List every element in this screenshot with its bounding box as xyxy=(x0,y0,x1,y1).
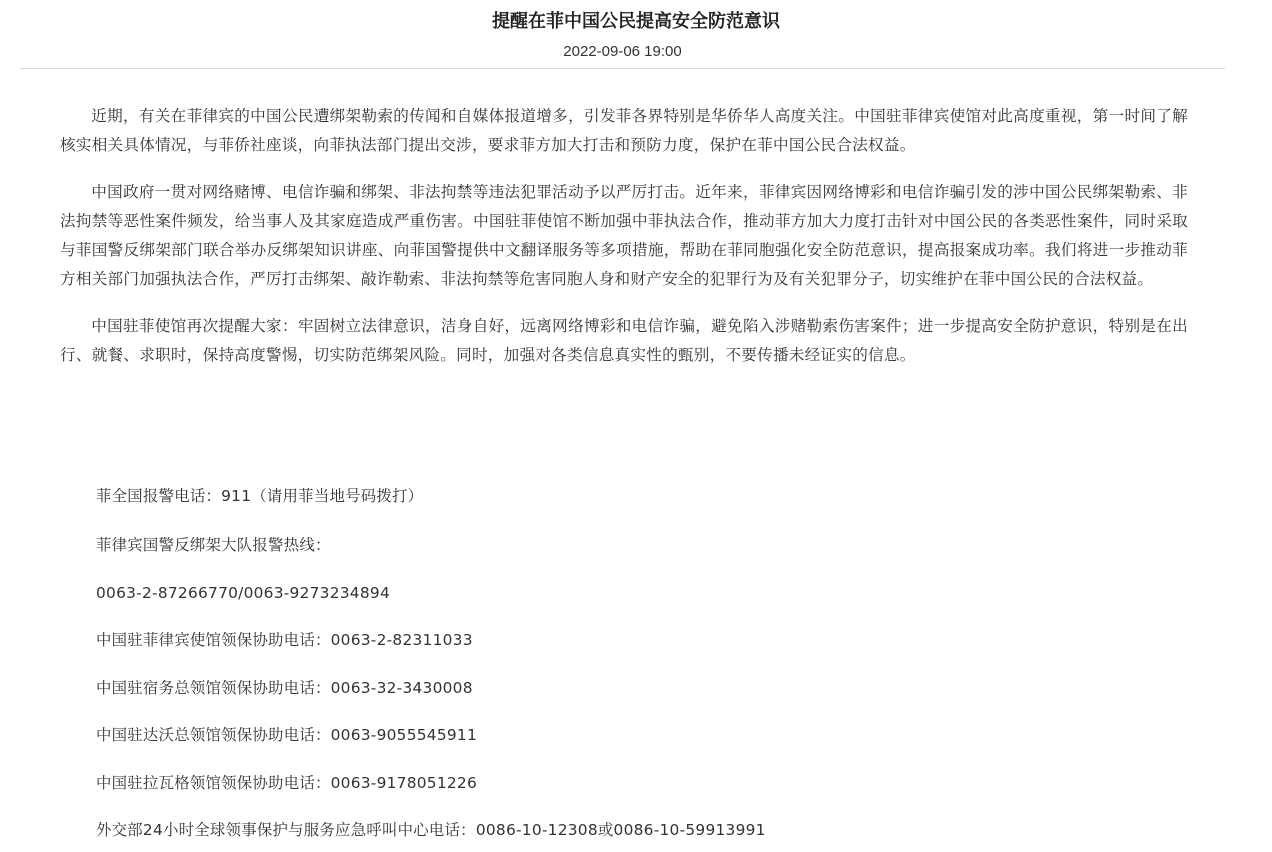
contact-national-police: 菲全国报警电话：911（请用菲当地号码拨打） xyxy=(96,487,424,505)
contact-davao-consulate: 中国驻达沃总领馆领保协助电话：0063-9055545911 xyxy=(96,726,478,744)
publish-date: 2022-09-06 19:00 xyxy=(563,43,682,60)
contact-anti-kidnapping-numbers: 0063-2-87266770/0063-9273234894 xyxy=(96,584,390,602)
contact-embassy: 中国驻菲律宾使馆领保协助电话：0063-2-82311033 xyxy=(96,631,473,649)
article-title: 提醒在菲中国公民提高安全防范意识 xyxy=(492,11,780,32)
contact-laoag-consulate: 中国驻拉瓦格领馆领保协助电话：0063-9178051226 xyxy=(96,774,478,792)
paragraph-2: 中国政府一贯对网络赌博、电信诈骗和绑架、非法拘禁等违法犯罪活动予以严厉打击。近年来，菲律宾因网络博彩和电信诈骗引发的涉中国公民绑架勒索、非法拘禁等恶性案件频发，给当事人及其家庭造成严重伤害。中国驻菲使馆不断加强中菲执法合作，推动菲方加大力度打击针对中国公民的各类恶性案件，同时采取与菲国警反绑架部门联合举办反绑架知识讲座、向菲国警提供中文翻译服务等多项措施，帮助在菲同胞强化安全防范意识，提高报案成功率。我们将进一步推动菲方相关部门加强执法合作，严厉打击绑架、敲诈勒索、非法拘禁等危害同胞人身和财产安全的犯罪行为及有关犯罪分子，切实维护在菲中国公民的合法权益。 xyxy=(60,183,1188,288)
contact-anti-kidnapping-label: 菲律宾国警反绑架大队报警热线： xyxy=(96,536,331,554)
contact-mfa-hotline: 外交部24小时全球领事保护与服务应急呼叫中心电话：0086-10-12308或0086-10-59913991 xyxy=(96,821,766,839)
header-divider xyxy=(20,68,1225,69)
article-body xyxy=(60,102,1188,370)
paragraph-3: 中国驻菲使馆再次提醒大家：牢固树立法律意识，洁身自好，远离网络博彩和电信诈骗，避免陷入涉赌勒索伤害案件；进一步提高安全防护意识，特别是在出行、就餐、求职时，保持高度警惕，切实防范绑架风险。同时，加强对各类信息真实性的甄别，不要传播未经证实的信息。 xyxy=(60,317,1188,364)
paragraph-1: 近期，有关在菲律宾的中国公民遭绑架勒索的传闻和自媒体报道增多，引发菲各界特别是华侨华人高度关注。中国驻菲律宾使馆对此高度重视，第一时间了解核实相关具体情况，与菲侨社座谈，向菲执法部门提出交涉，要求菲方加大打击和预防力度，保护在菲中国公民合法权益。 xyxy=(60,107,1188,154)
contact-cebu-consulate: 中国驻宿务总领馆领保协助电话：0063-32-3430008 xyxy=(96,679,473,697)
